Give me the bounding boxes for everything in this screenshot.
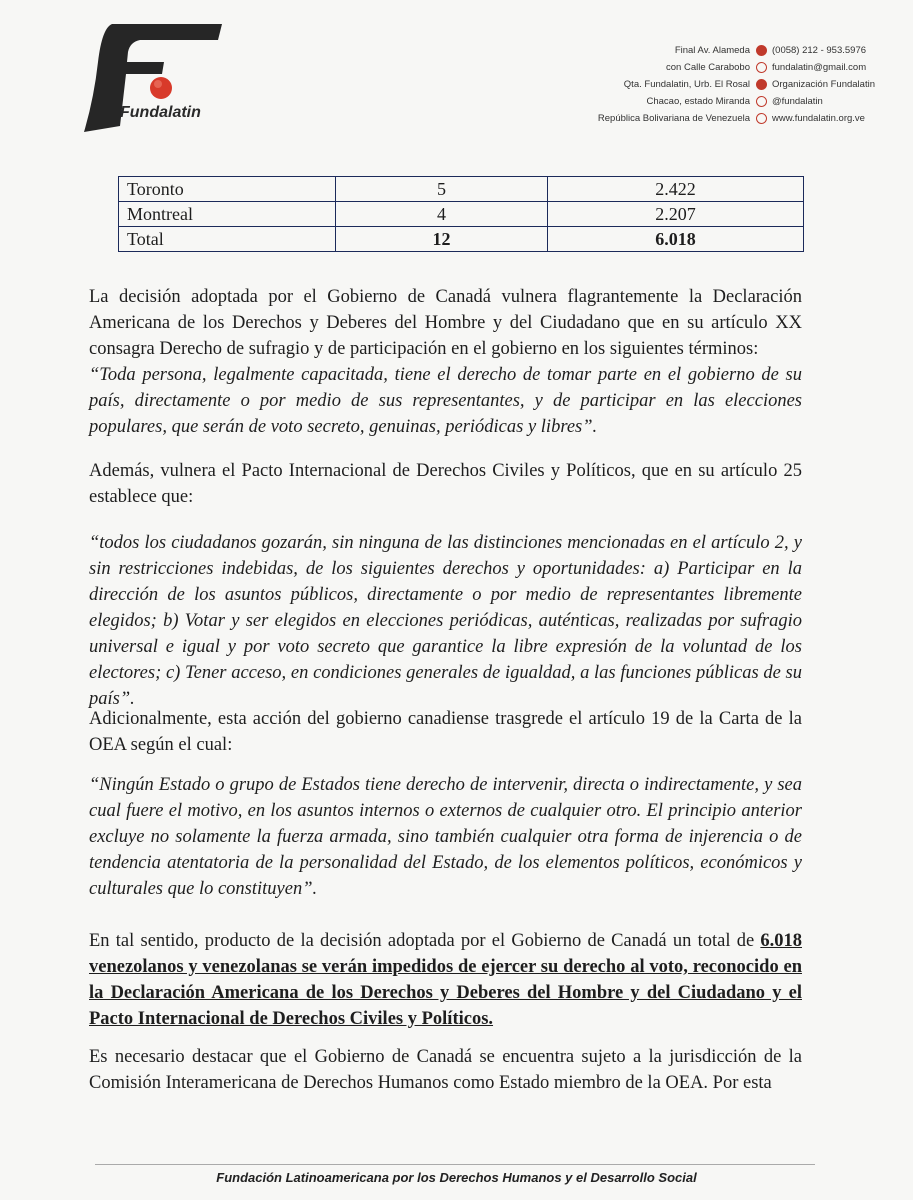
footer-divider bbox=[95, 1164, 815, 1165]
contact-row bbox=[560, 42, 880, 59]
paragraph-text: Es necesario destacar que el Gobierno de Canadá se encuentra sujeto a la jurisdicción de la Comisión Interamericana de Derechos Humanos como Estado miembro de la OEA. Por esta bbox=[89, 1047, 802, 1093]
city-cell: Montreal bbox=[119, 202, 336, 227]
total-votes: 6.018 bbox=[548, 227, 804, 252]
phone-number: (0058) 212 - 953.5976 bbox=[772, 45, 867, 56]
facebook-handle: Organización Fundalatin bbox=[772, 79, 875, 90]
address-line: Chacao, estado Miranda bbox=[646, 96, 750, 107]
count-cell: 5 bbox=[336, 177, 548, 202]
contact-row bbox=[560, 110, 880, 127]
table-row bbox=[119, 177, 804, 202]
quote-text: “Ningún Estado o grupo de Estados tiene derecho de intervenir, directa o indirectamente, y sea cual fuere el motivo, en los asuntos internos o externos de cualquier otro. El principio anterior excluye no solamente la fuerza armada, sino también cualquier otra forma de injerencia o de tendencia atentatoria de la personalidad del Estado, de los elementos políticos, económicos y culturales que lo constituyen”. bbox=[89, 775, 802, 899]
total-row bbox=[119, 227, 804, 252]
quote-articulo-19 bbox=[89, 772, 802, 902]
paragraph-oea bbox=[89, 706, 802, 758]
quote-text: “todos los ciudadanos gozarán, sin ninguna de las distinciones mencionadas en el artículo 2, y sin restricciones indebidas, de los siguientes derechos y oportunidades: a) Participar en la dirección de los asuntos públicos, directamente o por medio de representantes libremente elegidos; b) Votar y ser elegidos en elecciones periódicas, auténticas, realizadas por sufragio universal e igual y por voto secreto que garantice la libre expresión de la voluntad de los electores; c) Tener acceso, en condiciones generales de igualdad, a las funciones públicas de su país”. bbox=[89, 533, 802, 709]
conclusion-highlight: 6.018 venezolanos y venezolanas se verán impedidos de ejercer su derecho al voto, reconocido en la Declaración Americana de los Derechos y Deberes del Hombre y del Ciudadano y el Pacto Internacional de Derechos Civiles y Políticos. bbox=[89, 931, 802, 1029]
quote-articulo-25 bbox=[89, 530, 802, 712]
conclusion-lead: En tal sentido, producto de la decisión adoptada por el Gobierno de Canadá un total de bbox=[89, 931, 761, 951]
paragraph-declaracion bbox=[89, 284, 802, 440]
paragraph-text: Además, vulnera el Pacto Internacional de Derechos Civiles y Políticos, que en su artículo 25 establece que: bbox=[89, 461, 802, 507]
contact-row bbox=[560, 59, 880, 76]
votes-cell: 2.422 bbox=[548, 177, 804, 202]
total-label: Total bbox=[119, 227, 336, 252]
address-line: República Bolivariana de Venezuela bbox=[597, 113, 750, 124]
email-address: fundalatin@gmail.com bbox=[772, 62, 867, 73]
votes-table bbox=[118, 176, 804, 252]
twitter-icon bbox=[756, 96, 767, 107]
paragraph-cidh bbox=[89, 1044, 802, 1096]
city-cell: Toronto bbox=[119, 177, 336, 202]
footer-text: Fundación Latinoamericana por los Derechos Humanos y el Desarrollo Social bbox=[216, 1170, 697, 1185]
brand-name: Fundalatin bbox=[120, 104, 201, 121]
count-cell: 4 bbox=[336, 202, 548, 227]
website-url: www.fundalatin.org.ve bbox=[772, 113, 865, 124]
contact-row bbox=[560, 76, 880, 93]
paragraph-text bbox=[89, 928, 802, 1032]
paragraph-conclusion bbox=[89, 928, 802, 1032]
web-icon bbox=[756, 113, 767, 124]
table-row bbox=[119, 202, 804, 227]
twitter-handle: @fundalatin bbox=[772, 96, 823, 107]
contact-row bbox=[560, 93, 880, 110]
paragraph-pacto bbox=[89, 458, 802, 510]
address-line: con Calle Carabobo bbox=[666, 62, 750, 73]
quote-articulo-xx: “Toda persona, legalmente capacitada, tiene el derecho de tomar parte en el gobierno de su país, directamente o por medio de sus representantes, y de participar en las elecciones populares, que serán de voto secreto, genuinas, periódicas y libres”. bbox=[89, 365, 802, 437]
contact-block bbox=[560, 42, 880, 127]
facebook-icon bbox=[756, 79, 767, 90]
mail-icon bbox=[756, 62, 767, 73]
paragraph-text: Adicionalmente, esta acción del gobierno canadiense trasgrede el artículo 19 de la Carta de la OEA según el cual: bbox=[89, 709, 802, 755]
total-count: 12 bbox=[336, 227, 548, 252]
address-line: Final Av. Alameda bbox=[674, 45, 750, 56]
paragraph-text: La decisión adoptada por el Gobierno de Canadá vulnera flagrantemente la Declaración Americana de los Derechos y Deberes del Hombre y del Ciudadano que en su artículo XX consagra Derecho de sufragio y de participación en el gobierno en los siguientes términos: bbox=[89, 287, 802, 359]
address-line: Qta. Fundalatin, Urb. El Rosal bbox=[623, 79, 750, 90]
phone-icon bbox=[756, 45, 767, 56]
votes-cell: 2.207 bbox=[548, 202, 804, 227]
